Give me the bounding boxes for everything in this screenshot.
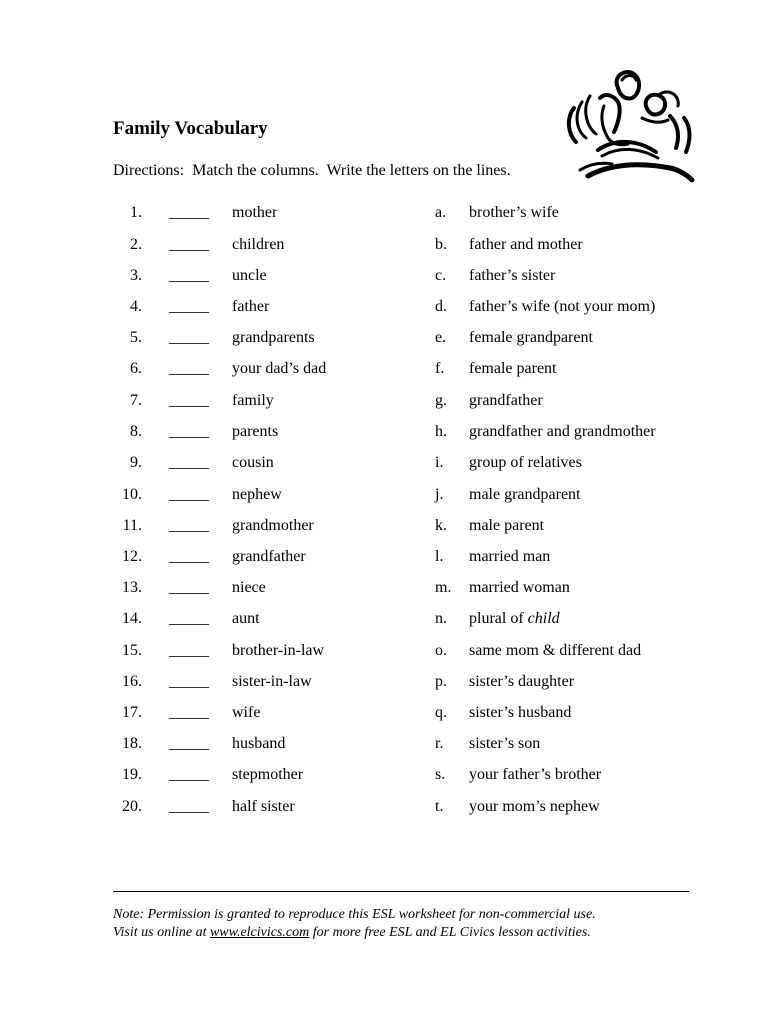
item-number: 19. (122, 766, 142, 783)
item-number: 10. (122, 486, 142, 503)
vocab-term: mother (232, 204, 278, 221)
vocab-term: niece (232, 579, 266, 596)
definition-italic-word: child (527, 610, 560, 627)
item-number: 16. (122, 673, 142, 690)
vocab-row (0, 390, 768, 412)
vocab-term: family (232, 392, 274, 409)
item-number: 8. (130, 423, 142, 440)
definition-letter: s. (435, 766, 446, 783)
vocab-row (0, 546, 768, 568)
vocab-row (0, 421, 768, 443)
item-number: 6. (130, 360, 142, 377)
item-number: 4. (130, 298, 142, 315)
item-number: 9. (130, 454, 142, 471)
item-number: 7. (130, 392, 142, 409)
item-number: 11. (122, 517, 142, 534)
definition-text: male grandparent (469, 486, 581, 503)
directions-text: Directions: Match the columns. Write the letters on the lines. (113, 162, 511, 179)
item-number: 18. (122, 735, 142, 752)
definition-text: same mom & different dad (469, 642, 642, 659)
vocab-row (0, 640, 768, 662)
definition-text: grandfather (469, 392, 543, 409)
vocab-term: father (232, 298, 270, 315)
vocab-term: cousin (232, 454, 274, 471)
definition-text: grandfather and grandmother (469, 423, 656, 440)
vocab-row (0, 733, 768, 755)
answer-blank[interactable]: _____ (169, 579, 209, 596)
vocab-row (0, 515, 768, 537)
definition-letter: k. (435, 517, 447, 534)
definition-text: sister’s daughter (469, 673, 575, 690)
item-number: 14. (122, 610, 142, 627)
vocab-term: parents (232, 423, 279, 440)
vocab-row (0, 202, 768, 224)
definition-letter: b. (435, 236, 447, 253)
answer-blank[interactable]: _____ (169, 766, 209, 783)
vocab-row (0, 608, 768, 630)
definition-letter: a. (435, 204, 447, 221)
vocab-row (0, 265, 768, 287)
vocab-row (0, 296, 768, 318)
answer-blank[interactable]: _____ (169, 454, 209, 471)
answer-blank[interactable]: _____ (169, 423, 209, 440)
vocab-term: nephew (232, 486, 282, 503)
item-number: 20. (122, 798, 142, 815)
item-number: 13. (122, 579, 142, 596)
vocab-row (0, 796, 768, 818)
definition-text (469, 608, 560, 630)
answer-blank[interactable]: _____ (169, 204, 209, 221)
vocab-term: sister-in-law (232, 673, 312, 690)
definition-letter: o. (435, 642, 447, 659)
definition-letter: f. (435, 360, 445, 377)
definition-text: your mom’s nephew (469, 798, 600, 815)
definition-text: your father’s brother (469, 766, 602, 783)
definition-text: male parent (469, 517, 545, 534)
item-number: 3. (130, 267, 142, 284)
definition-text: married man (469, 548, 551, 565)
note-line-2-prefix: Visit us online at (113, 925, 210, 940)
note-line-2 (113, 924, 596, 942)
vocab-term: grandfather (232, 548, 306, 565)
vocab-term: half sister (232, 798, 295, 815)
vocab-term: uncle (232, 267, 267, 284)
definition-letter: g. (435, 392, 447, 409)
definition-letter: t. (435, 798, 444, 815)
vocab-term: wife (232, 704, 261, 721)
footer-note (113, 906, 596, 942)
vocab-row (0, 702, 768, 724)
item-number: 1. (130, 204, 142, 221)
answer-blank[interactable]: _____ (169, 610, 209, 627)
elcivics-link[interactable]: www.elcivics.com (209, 925, 310, 940)
definition-text-prefix: plural of (469, 610, 528, 627)
definition-text: father and mother (469, 236, 583, 253)
definition-letter: d. (435, 298, 447, 315)
answer-blank[interactable]: _____ (169, 329, 209, 346)
vocab-row (0, 327, 768, 349)
answer-blank[interactable]: _____ (169, 267, 209, 284)
definition-letter: e. (435, 329, 447, 346)
definition-letter: n. (435, 610, 447, 627)
vocab-term: husband (232, 735, 286, 752)
answer-blank[interactable]: _____ (169, 298, 209, 315)
answer-blank[interactable]: _____ (169, 642, 209, 659)
definition-letter: j. (435, 486, 444, 503)
note-line-2-suffix: for more free ESL and EL Civics lesson activities. (309, 925, 591, 940)
vocab-row (0, 671, 768, 693)
vocab-term: your dad’s dad (232, 360, 327, 377)
answer-blank[interactable]: _____ (169, 673, 209, 690)
vocab-row (0, 452, 768, 474)
answer-blank[interactable]: _____ (169, 798, 209, 815)
definition-text: female parent (469, 360, 557, 377)
vocab-row (0, 234, 768, 256)
vocab-row (0, 764, 768, 786)
definition-text: married woman (469, 579, 570, 596)
item-number: 2. (130, 236, 142, 253)
vocab-term: grandparents (232, 329, 315, 346)
note-line-1: Note: Permission is granted to reproduce this ESL worksheet for non-commercial use. (113, 907, 596, 922)
answer-blank[interactable]: _____ (169, 704, 209, 721)
definition-letter: l. (435, 548, 444, 565)
definition-text: group of relatives (469, 454, 582, 471)
definition-text: father’s wife (not your mom) (469, 298, 656, 315)
answer-blank[interactable]: _____ (169, 548, 209, 565)
definition-letter: p. (435, 673, 447, 690)
definition-letter: r. (435, 735, 444, 752)
definition-letter: q. (435, 704, 447, 721)
answer-blank[interactable]: _____ (169, 486, 209, 503)
vocab-term: stepmother (232, 766, 304, 783)
vocab-row (0, 484, 768, 506)
definition-letter: h. (435, 423, 447, 440)
definition-letter: i. (435, 454, 444, 471)
definition-text: sister’s husband (469, 704, 572, 721)
definition-letter: c. (435, 267, 447, 284)
vocab-term: grandmother (232, 517, 314, 534)
family-reading-illustration-icon (560, 68, 700, 184)
answer-blank[interactable]: _____ (169, 735, 209, 752)
vocab-term: children (232, 236, 285, 253)
definition-text: brother’s wife (469, 204, 559, 221)
item-number: 12. (122, 548, 142, 565)
definition-letter: m. (435, 579, 452, 596)
vocab-row (0, 577, 768, 599)
answer-blank[interactable]: _____ (169, 517, 209, 534)
definition-text: sister’s son (469, 735, 541, 752)
item-number: 15. (122, 642, 142, 659)
answer-blank[interactable]: _____ (169, 236, 209, 253)
item-number: 5. (130, 329, 142, 346)
footer-divider (113, 891, 689, 892)
page-title: Family Vocabulary (113, 118, 268, 139)
vocab-row (0, 358, 768, 380)
vocab-term: aunt (232, 610, 260, 627)
answer-blank[interactable]: _____ (169, 360, 209, 377)
definition-text: father’s sister (469, 267, 556, 284)
answer-blank[interactable]: _____ (169, 392, 209, 409)
item-number: 17. (122, 704, 142, 721)
vocab-term: brother-in-law (232, 642, 325, 659)
definition-text: female grandparent (469, 329, 593, 346)
